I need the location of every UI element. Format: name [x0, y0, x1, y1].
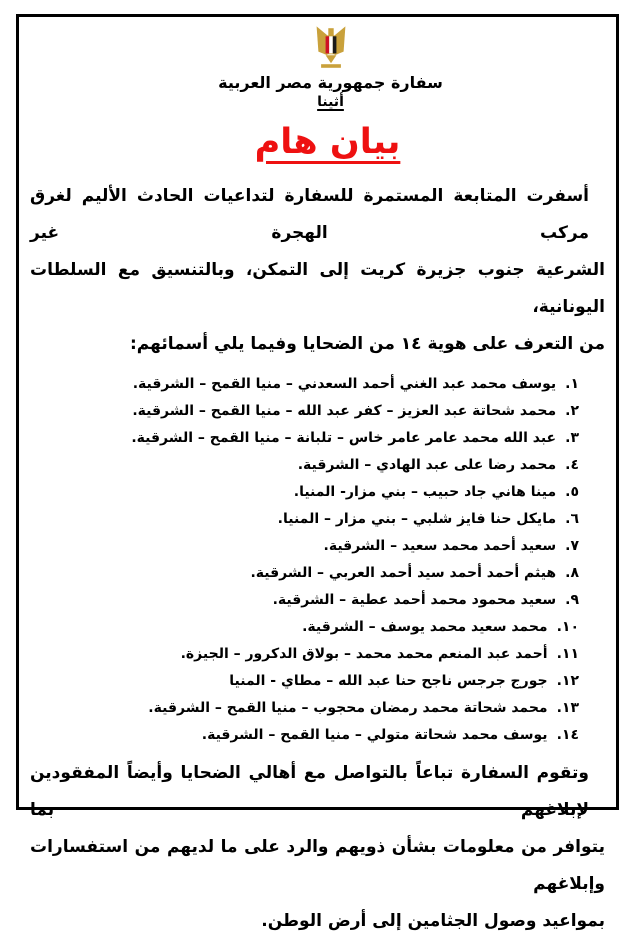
egypt-coat-of-arms-icon — [313, 25, 349, 71]
intro-line: الشرعية جنوب جزيرة كريت إلى التمكن، وبالتنسيق مع السلطات اليونانية، — [30, 260, 605, 317]
victim-name: محمد شحاتة عبد العزيز – كفر عبد الله – منيا القمح – الشرقية. — [132, 403, 557, 419]
victim-item — [30, 560, 579, 587]
victim-number: ٥. — [565, 484, 579, 500]
victim-name: هيثم أحمد أحمد سيد أحمد العربي – الشرقية. — [250, 565, 557, 581]
intro-line: أسفرت المتابعة المستمرة للسفارة لتداعيات الحادث الأليم لغرق مركب الهجرة غير — [30, 186, 589, 243]
victim-name: محمد رضا على عبد الهادي – الشرقية. — [297, 457, 557, 473]
victim-number: ٣. — [565, 430, 579, 446]
victim-item — [30, 641, 579, 668]
victim-item — [30, 614, 579, 641]
victim-number: ١٤. — [556, 727, 579, 743]
victim-name: أحمد عبد المنعم محمد محمد – بولاق الدكرور – الجيزة. — [180, 646, 548, 662]
victim-number: ١. — [565, 376, 579, 392]
document-header — [43, 25, 618, 110]
victim-item — [30, 479, 579, 506]
victims-list — [30, 371, 605, 749]
statement-title-wrap — [40, 122, 615, 162]
victim-item — [30, 452, 579, 479]
victim-name: مايكل حنا فايز شلبي – بني مزار – المنيا. — [277, 511, 557, 527]
city-name: أثينا — [317, 94, 344, 110]
victim-number: ٦. — [565, 511, 579, 527]
victim-name: جورج جرجس ناجح حنا عبد الله – مطاي - المنيا — [229, 673, 548, 689]
victim-item — [30, 533, 579, 560]
intro-paragraph — [30, 178, 605, 363]
victim-number: ١٠. — [556, 619, 579, 635]
victim-item — [30, 425, 579, 452]
embassy-name: سفارة جمهورية مصر العربية — [218, 73, 443, 92]
victim-item — [30, 506, 579, 533]
closing-paragraph — [30, 755, 605, 940]
victim-name: يوسف محمد عبد الغني أحمد السعدني – منيا القمح – الشرقية. — [132, 376, 557, 392]
victim-name: محمد شحاتة محمد رمضان محجوب – منيا القمح – الشرقية. — [148, 700, 548, 716]
victim-item — [30, 722, 579, 749]
victim-item — [30, 398, 579, 425]
victim-name: عبد الله محمد عامر عامر خاس – تلبانة – منيا القمح – الشرقية. — [131, 430, 557, 446]
victim-item — [30, 587, 579, 614]
victim-name: مينا هاني جاد حبيب – بني مزار- المنيا. — [293, 484, 557, 500]
victim-number: ٩. — [565, 592, 579, 608]
victim-number: ٧. — [565, 538, 579, 554]
victim-number: ٨. — [565, 565, 579, 581]
victim-item — [30, 371, 579, 398]
victim-name: يوسف محمد شحاتة متولي – منيا القمح – الشرقية. — [201, 727, 548, 743]
closing-line: يتوافر من معلومات بشأن ذويهم والرد على ما لديهم من استفسارات وإبلاغهم — [30, 837, 605, 894]
page-frame — [16, 14, 619, 931]
victim-name: محمد سعيد محمد يوسف – الشرقية. — [302, 619, 548, 635]
closing-line: بمواعيد وصول الجثامين إلى أرض الوطن. — [261, 911, 605, 931]
victim-number: ٢. — [565, 403, 579, 419]
statement-title: بيان هام — [254, 122, 401, 162]
victim-number: ١١. — [556, 646, 579, 662]
victim-name: سعيد أحمد محمد سعيد – الشرقية. — [323, 538, 557, 554]
victim-item — [30, 668, 579, 695]
closing-line: وتقوم السفارة تباعاً بالتواصل مع أهالي الضحايا وأيضاً المفقودين لإبلاغهم بما — [30, 763, 589, 820]
intro-line: من التعرف على هوية ١٤ من الضحايا وفيما يلي أسمائهم: — [129, 334, 605, 354]
victim-number: ١٣. — [556, 700, 579, 716]
victim-name: سعيد محمود محمد أحمد عطية – الشرقية. — [272, 592, 557, 608]
victim-number: ١٢. — [556, 673, 579, 689]
victim-item — [30, 695, 579, 722]
victim-number: ٤. — [565, 457, 579, 473]
